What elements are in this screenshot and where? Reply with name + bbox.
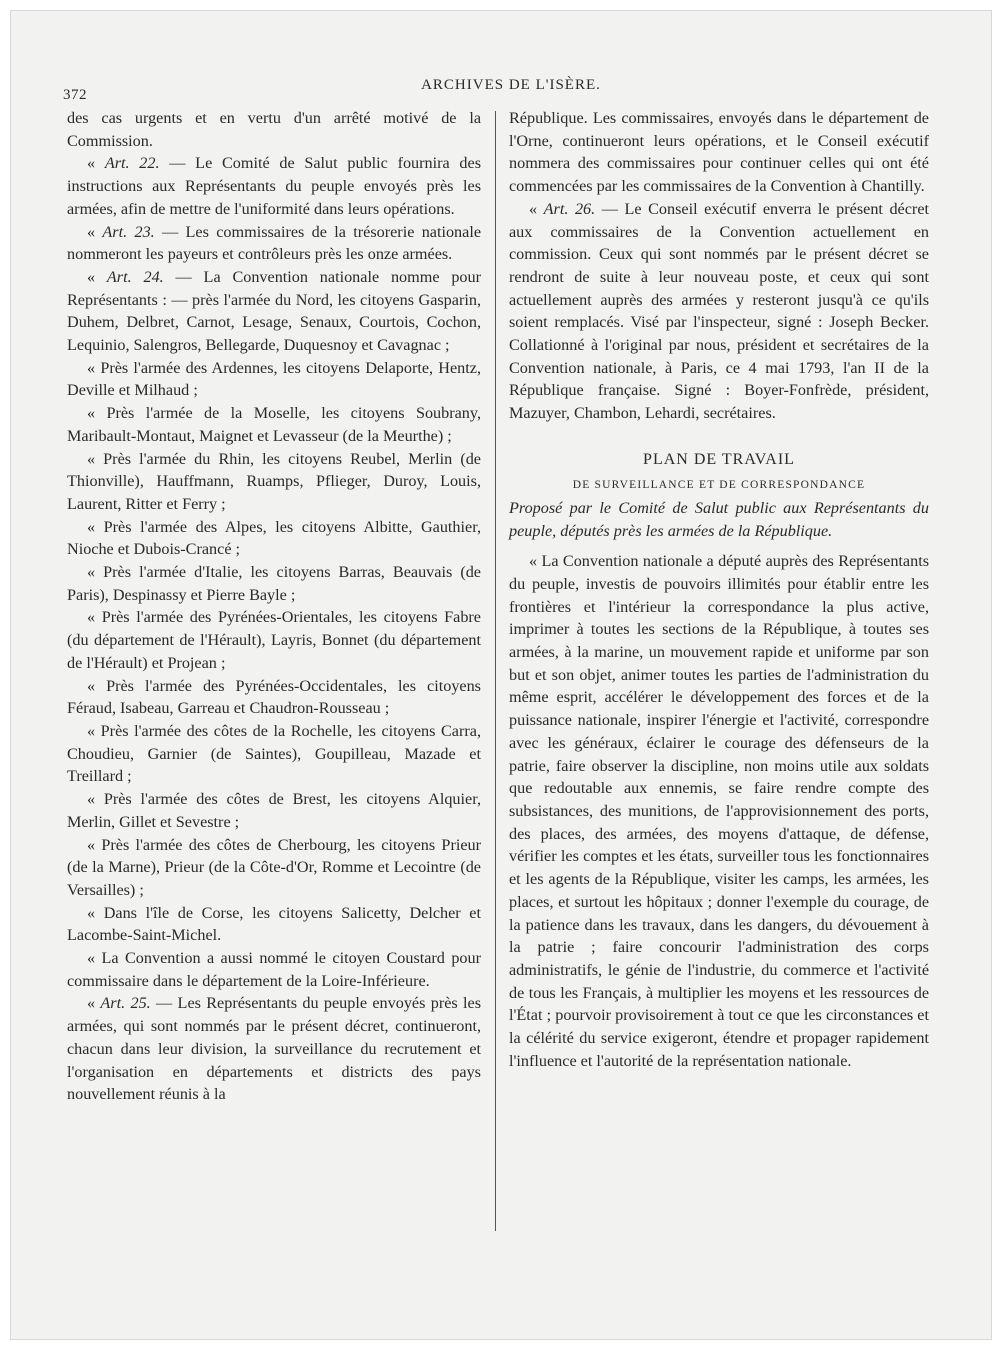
paragraph <box>509 198 929 425</box>
paragraph <box>67 402 481 447</box>
paragraph-text: « Près l'armée de la Moselle, les citoyens Soubrany, Maribault-Montaut, Maignet et Levasseur (de la Meurthe) ; <box>67 404 481 445</box>
paragraph <box>67 788 481 833</box>
paragraph <box>67 516 481 561</box>
paragraph <box>67 107 481 152</box>
right-column-paragraphs <box>509 107 929 425</box>
paragraph <box>509 107 929 198</box>
paragraph-text: des cas urgents et en vertu d'un arrêté motivé de la Commission. <box>67 109 481 150</box>
quote-mark: « <box>87 267 107 286</box>
article-number: Art. 26. <box>543 199 596 218</box>
paragraph-text: — Le Comité de Salut public fournira des instructions aux Représentants du peuple envoyés près les armées, afin de mettre de l'uniformité dans leurs opérations. <box>67 154 482 218</box>
paragraph-text: République. Les commissaires, envoyés dans le département de l'Orne, continueront leurs opérations, et le Conseil exécutif nommera des commissaires pour continuer celles qui ont été commencées par les commissaires de la Convention à Chantilly. <box>509 109 929 196</box>
paragraph <box>67 266 481 357</box>
paragraph-text: « Près l'armée des côtes de la Rochelle, les citoyens Carra, Choudieu, Garnier (de Saintes), Goupilleau, Mazade et Treillard ; <box>67 721 481 786</box>
page-sheet <box>10 10 992 1340</box>
paragraph-text: « Près l'armée des côtes de Brest, les citoyens Alquier, Merlin, Gillet et Sevestre ; <box>67 790 481 831</box>
paragraph <box>67 448 481 516</box>
paragraph-text: — Les Représentants du peuple envoyés près les armées, qui sont nommés par le présent décret, continueront, chacun dans leur division, la surveillance du recrutement et l'organisation en départements et districts des pays nouvellement réunis à la <box>67 994 481 1104</box>
paragraph <box>67 675 481 720</box>
quote-mark: « <box>529 199 544 218</box>
running-head: ARCHIVES DE L'ISÈRE. <box>421 77 601 93</box>
article-number: Art. 23. <box>102 222 155 241</box>
paragraph <box>67 561 481 606</box>
quote-mark: « <box>87 154 105 173</box>
paragraph-text: — Le Conseil exécutif enverra le présent décret aux commissaires de la Convention actuellement en commission. Ceux qui sont nommés par le présent décret se rendront de suite à leur nouveau poste, et ceux qui sont actuellement auprès des armées y resteront jusqu'à ce qu'ils soient remplacés. Visé par l'inspecteur, signé : Joseph Becker. Collationné à l'original par nous, président et secrétaires de la Convention nationale, à Paris, ce 4 mai 1793, l'an II de la République française. Signé : Boyer-Fonfrède, président, Mazuyer, Chambon, Lehardi, secrétaires. <box>509 199 929 423</box>
paragraph-text: « Dans l'île de Corse, les citoyens Salicetty, Delcher et Lacombe-Saint-Michel. <box>67 903 481 945</box>
section-caption: Proposé par le Comité de Salut public aux Représentants du peuple, députés près les armées de la République. <box>509 498 929 540</box>
left-column <box>67 107 481 1106</box>
right-column <box>509 107 929 1072</box>
paragraph-text: « La Convention a aussi nommé le citoyen Coustard pour commissaire dans le département de la Loire-Inférieure. <box>67 949 481 990</box>
section-subtitle: DE SURVEILLANCE ET DE CORRESPONDANCE <box>572 478 866 491</box>
paragraph <box>67 992 481 1106</box>
paragraph <box>67 357 481 402</box>
section-title: PLAN DE TRAVAIL <box>643 450 795 468</box>
paragraph <box>67 606 481 674</box>
paragraph-text: « Près l'armée des Pyrénées-Occidentales, les citoyens Féraud, Isabeau, Garreau et Chaudron-Rousseau ; <box>67 676 481 718</box>
paragraph-text: « Près l'armée d'Italie, les citoyens Barras, Beauvais (de Paris), Despinassy et Pierre Bayle ; <box>67 563 481 604</box>
paragraph-text: « Près l'armée des Alpes, les citoyens Albitte, Gauthier, Nioche et Dubois-Crancé ; <box>67 517 481 559</box>
paragraph-text: — La Convention nationale nomme pour Représentants : — près l'armée du Nord, les citoyens Gasparin, Duhem, Delbret, Carnot, Lesage, Senaux, Courtois, Cochon, Lequinio, Salengros, Bellegarde, Duquesnoy et Cavagnac ; <box>67 267 482 355</box>
page-number: 372 <box>63 87 87 103</box>
paragraph <box>67 152 481 220</box>
article-number: Art. 25. <box>100 994 151 1013</box>
paragraph-text: « Près l'armée des Pyrénées-Orientales, les citoyens Fabre (du département de l'Hérault), Layris, Bonnet (du département de l'Hérault) et Projean ; <box>67 608 481 672</box>
quote-mark: « <box>87 222 103 241</box>
paragraph-text: — Les commissaires de la trésorerie nationale nommeront les payeurs et contrôleurs près les onze armées. <box>67 222 482 264</box>
article-number: Art. 22. <box>104 154 160 173</box>
paragraph <box>67 221 481 266</box>
section-body: « La Convention nationale a député auprès des Représentants du peuple, investis de pouvoirs illimités pour établir entre les frontières et l'intérieur la correspondance la plus active, imprimer à toutes les sections de la République, à toutes ses armées, à la marine, un mouvement rapide et uniforme par son but et son objet, animer toutes les parties de l'administration du même esprit, accélérer le développement des forces et de la puissance nationale, inspirer l'énergie et l'activité, correspondre avec les généraux, éclairer le courage des défenseurs de la patrie, faire observer la discipline, non moins utile aux soldats que redoutable aux ennemis, se faire rendre compte des subsistances, des munitions, de l'approvisionnement des ports, des places, des armées, des moyens d'attaque, de défense, vérifier les comptes et les états, surveiller tous les fonctionnaires et les agents de la République, visiter les camps, les armées, les places, et surtout les hôpitaux ; donner l'exemple du courage, de la patience dans les travaux, dans les dangers, du dévouement à la patrie ; faire concourir l'administration des corps administratifs, le génie de l'industrie, du commerce et l'activité de tous les Français, à multiplier les moyens et les ressources de l'État ; pourvoir provisoirement à tout ce que les circonstances et la célérité du service exigeront, étendre et propager rapidement l'influence et l'autorité de la représentation nationale. <box>509 552 929 1070</box>
paragraph <box>67 947 481 992</box>
paragraph <box>67 720 481 788</box>
paragraph-text: « Près l'armée des Ardennes, les citoyens Delaporte, Hentz, Deville et Milhaud ; <box>67 358 481 400</box>
article-number: Art. 24. <box>106 267 164 286</box>
column-divider <box>495 111 496 1231</box>
paragraph-text: « Près l'armée des côtes de Cherbourg, les citoyens Prieur (de la Marne), Prieur (de la Côte-d'Or, Romme et Lecointre (de Versailles) ; <box>67 835 481 899</box>
paragraph-text: « Près l'armée du Rhin, les citoyens Reubel, Merlin (de Thionville), Hauffmann, Ruamps, Pflieger, Duroy, Louis, Laurent, Ritter et Ferry ; <box>67 449 481 513</box>
quote-mark: « <box>87 994 101 1013</box>
paragraph <box>67 834 481 902</box>
paragraph <box>67 902 481 947</box>
